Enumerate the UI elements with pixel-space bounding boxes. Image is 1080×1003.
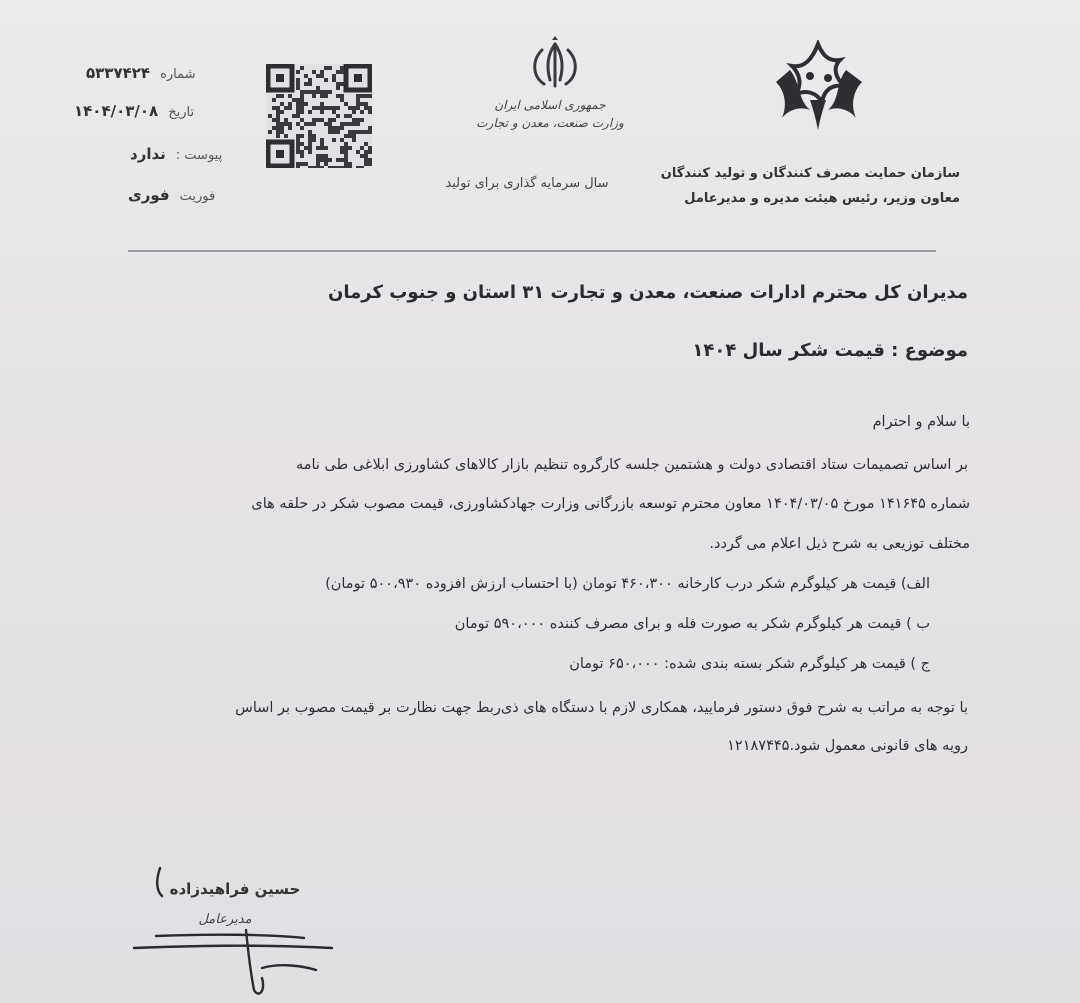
paragraph-line-1: بر اساس تصمیمات ستاد اقتصادی دولت و هشتمین جلسه کارگروه تنظیم بازار کالاهای کشاورزی ابلاغی طی نامه	[295, 457, 968, 473]
subject: موضوع : قیمت شکر سال ۱۴۰۴	[692, 340, 968, 361]
number-value: ۵۳۳۷۴۲۴	[86, 64, 151, 82]
paragraph-line-2: شماره ۱۴۱۶۴۵ مورخ ۱۴۰۴/۰۳/۰۵ معاون محترم توسعه بازرگانی وزارت جهادکشاورزی، قیمت مصوب شکر در حلقه های	[251, 496, 970, 512]
emblem-caption	[450, 96, 650, 132]
letter-attachment	[130, 145, 222, 163]
price-item-a: الف) قیمت هر کیلوگرم شکر درب کارخانه ۴۶۰،۳۰۰ تومان (با احتساب ارزش افزوده ۵۰۰،۹۳۰ تومان)	[325, 576, 930, 592]
letter-number	[86, 64, 196, 82]
priority-value: فوری	[128, 186, 170, 204]
date-value: ۱۴۰۴/۰۳/۰۸	[74, 102, 159, 120]
emblem-line-1: جمهوری اسلامی ایران	[494, 98, 606, 112]
emblem-line-2: وزارت صنعت، معدن و تجارت	[476, 116, 624, 130]
header-divider	[128, 250, 936, 252]
iran-emblem-icon	[490, 36, 620, 96]
closing-line-2: رویه های قانونی معمول شود.۱۲۱۸۷۴۴۵	[727, 738, 968, 754]
price-item-b: ب ) قیمت هر کیلوگرم شکر به صورت فله و برای مصرف کننده ۵۹۰،۰۰۰ تومان	[454, 616, 930, 632]
closing-line-1: با توجه به مراتب به شرح فوق دستور فرمایید، همکاری لازم با دستگاه های ذی‌ربط جهت نظارت بر قیمت مصوب بر اساس	[235, 700, 968, 716]
attachment-value: ندارد	[130, 145, 166, 163]
letter-priority	[128, 186, 215, 204]
qr-code-icon	[266, 64, 372, 168]
signatory-name: حسین فراهیدزاده	[169, 880, 301, 898]
date-label: تاریخ	[168, 105, 195, 120]
star-logo-icon	[770, 40, 866, 132]
org-line-2: معاون وزیر، رئیس هیئت مدیره و مدیرعامل	[684, 190, 960, 206]
signatory-title: مدیرعامل	[198, 912, 252, 927]
recipient: مدیران کل محترم ادارات صنعت، معدن و تجارت ۳۱ استان و جنوب کرمان	[328, 282, 968, 303]
letter-date	[74, 102, 194, 120]
attachment-label: پیوست :	[175, 148, 223, 163]
number-label: شماره	[160, 67, 196, 82]
org-line-1: سازمان حمایت مصرف کنندگان و تولید کنندگان	[660, 166, 960, 181]
paragraph-line-3: مختلف توزیعی به شرح ذیل اعلام می گردد.	[709, 536, 970, 552]
price-item-c: ج ) قیمت هر کیلوگرم شکر بسته بندی شده: ۶۵۰،۰۰۰ تومان	[569, 656, 930, 672]
priority-label: فوریت	[179, 189, 216, 204]
organization-title	[660, 162, 960, 211]
year-slogan: سال سرمایه گذاری برای تولید	[445, 176, 609, 191]
greeting: با سلام و احترام	[872, 414, 970, 430]
handwritten-signature	[126, 860, 346, 1000]
